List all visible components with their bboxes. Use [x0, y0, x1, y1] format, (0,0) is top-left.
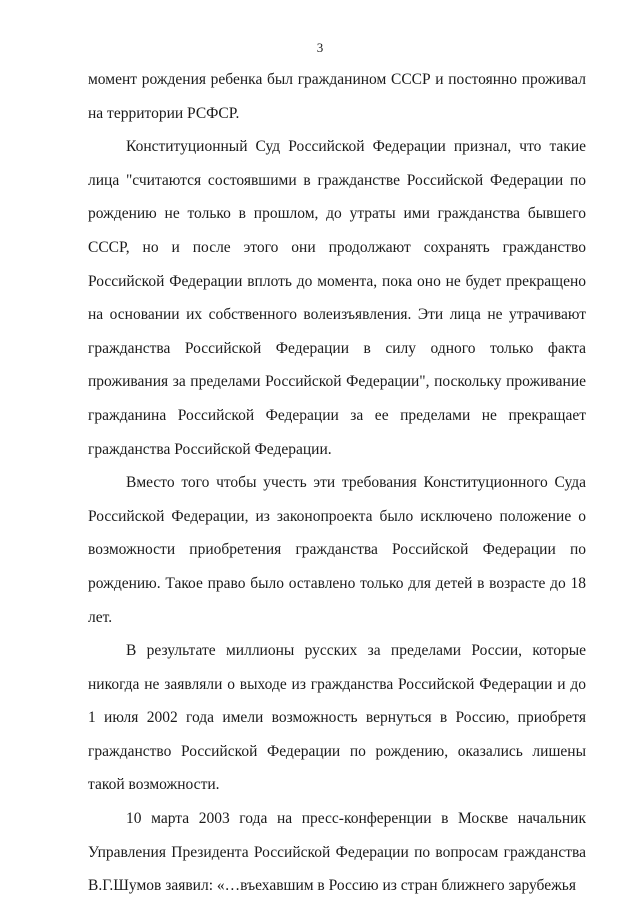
paragraph-press-conference: 10 марта 2003 года на пресс-конференции в Москве начальник Управления Президента Российской Федерации по вопросам гражданства В.Г.Шумов заявил: «…въехавшим в Россию из стран ближнего зарубежья: [88, 810, 586, 895]
document-body: [88, 63, 586, 903]
paragraph-constitutional-court: Конституционный Суд Российской Федерации признал, что такие лица "считаются состоявшими в гражданстве Российской Федерации по рождению не только в прошлом, до утраты ими гражданства бывшего СССР, но и после этого они продолжают сохранять гражданство Российской Федерации вплоть до момента, пока оно не будет прекращено на основании их собственного волеизъявления. Эти лица не утрачивают гражданства Российской Федерации в силу одного только факта проживания за пределами Российской Федерации", поскольку проживание гражданина Российской Федерации за ее пределами не прекращает гражданства Российской Федерации.: [88, 138, 586, 458]
paragraph-continuation: момент рождения ребенка был гражданином СССР и постоянно проживал на территории РСФСР.: [88, 71, 586, 122]
page-number: 3: [316, 40, 324, 55]
paragraph-bill-exclusion: Вместо того чтобы учесть эти требования Конституционного Суда Российской Федерации, из законопроекта было исключено положение о возможности приобретения гражданства Российской Федерации по рождению. Такое право было оставлено только для детей в возрасте до 18 лет.: [88, 474, 586, 626]
paragraph-consequences: В результате миллионы русских за пределами России, которые никогда не заявляли о выходе из гражданства Российской Федерации и до 1 июля 2002 года имели возможность вернуться в Россию, приобретя гражданство Российской Федерации по рождению, оказались лишены такой возможности.: [88, 642, 586, 794]
